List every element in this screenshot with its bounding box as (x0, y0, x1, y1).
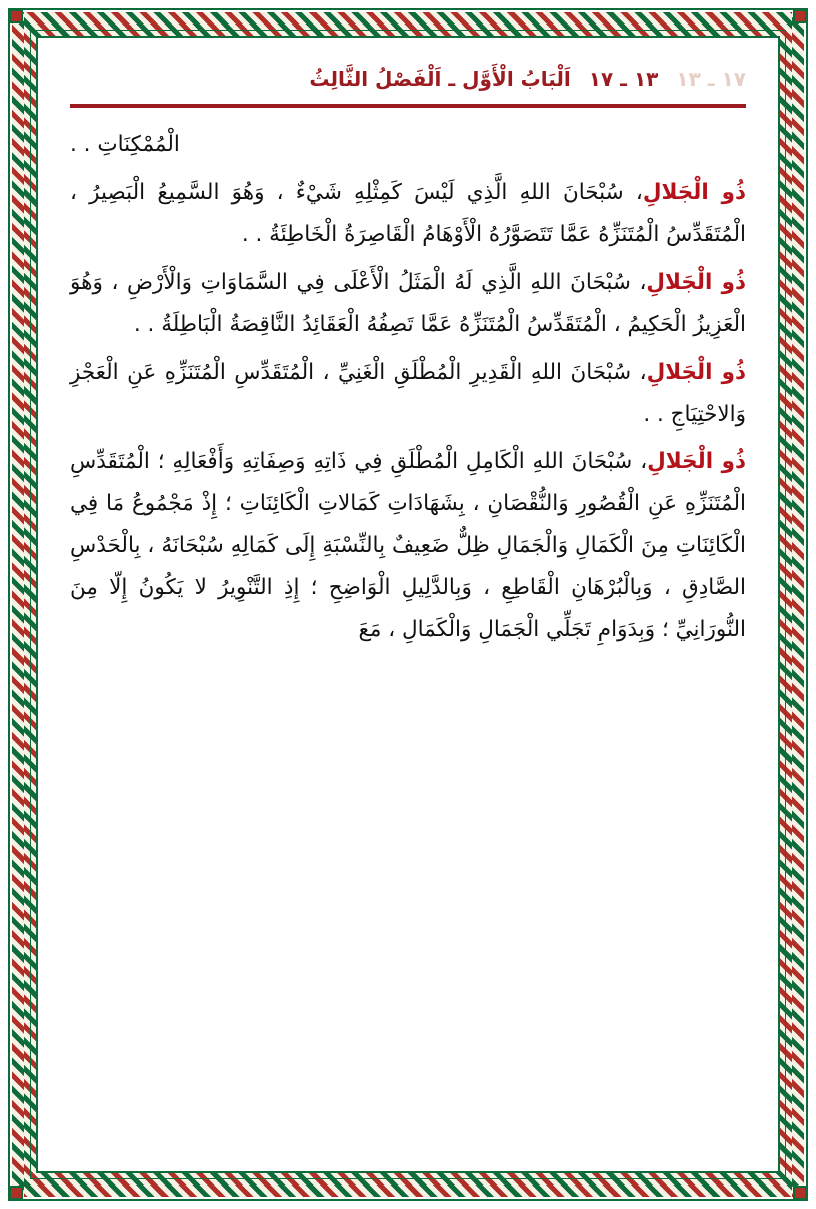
paragraph-text: الْمُمْكِنَاتِ . . (70, 132, 180, 157)
header-rule (70, 104, 746, 108)
chapter-title: اَلْبَابُ الْأَوَّل ـ اَلْفَصْلُ الثَّالِثُ (309, 67, 571, 91)
paragraph-lead: ذُو الْجَلالِ (642, 179, 746, 205)
paragraph (70, 124, 746, 166)
paragraph-text: ، سُبْحَانَ اللهِ الَّذِي لَيْسَ كَمِثْلِهِ شَيْءٌ ، وَهُوَ السَّمِيعُ الْبَصِيرُ ، الْمُتَقَدِّسُ الْمُتَنَزِّهُ عَمَّا تَتَصَوَّرُهُ الْأَوْهَامُ الْقَاصِرَةُ الْخَاطِئَةُ . . (70, 179, 746, 247)
page-number-watermark: ١٧ ـ ١٣ (676, 67, 746, 91)
corner-ornament-top-right (793, 9, 807, 23)
corner-ornament-top-left (9, 9, 23, 23)
page-header (70, 64, 746, 94)
paragraph-lead: ذُو الْجَلالِ (647, 449, 746, 475)
body-text (70, 124, 746, 651)
paragraph (70, 262, 746, 346)
paragraph-text: ، سُبْحَانَ اللهِ الْكَامِلِ الْمُطْلَقِ فِي ذَاتِهِ وَصِفَاتِهِ وَأَفْعَالِهِ ؛ الْمُتَقَدِّسِ الْمُتَنَزِّهِ عَنِ الْقُصُورِ وَالنُّقْصَانِ ، بِشَهَادَاتِ كَمَالاتِ الْكَائِنَاتِ ؛ إِذْ مَجْمُوعُ مَا فِي الْكَائِنَاتِ مِنَ الْكَمَالِ وَالْجَمَالِ ظِلٌّ ضَعِيفٌ بِالنِّسْبَةِ إِلَى كَمَالِهِ سُبْحَانَهُ ، بِالْحَدْسِ الصَّادِقِ ، وَبِالْبُرْهَانِ الْقَاطِعِ ، وَبِالدَّلِيلِ الْوَاضِحِ ؛ إِذِ التَّنْوِيرُ لا يَكُونُ إِلّا مِنَ النُّورَانِيِّ ؛ وَبِدَوَامِ تَجَلِّي الْجَمَالِ وَالْكَمَالِ ، مَعَ (70, 449, 746, 643)
paragraph (70, 441, 746, 651)
paragraph-lead: ذُو الْجَلالِ (646, 359, 746, 385)
corner-ornament-bottom-left (9, 1186, 23, 1200)
paragraph (70, 352, 746, 436)
paragraph-text: ، سُبْحَانَ اللهِ الْقَدِيرِ الْمُطْلَقِ الْغَنِيِّ ، الْمُتَقَدِّسِ الْمُتَنَزِّهِ عَنِ الْعَجْزِ وَالاحْتِيَاجِ . . (70, 359, 746, 427)
corner-ornament-bottom-right (793, 1186, 807, 1200)
paragraph-lead: ذُو الْجَلالِ (646, 269, 746, 295)
paragraph-text: ، سُبْحَانَ اللهِ الَّذِي لَهُ الْمَثَلُ الْأَعْلَى فِي السَّمَاوَاتِ وَالْأَرْضِ ، وَهُوَ الْعَزِيزُ الْحَكِيمُ ، الْمُتَقَدِّسُ الْمُتَنَزِّهُ عَمَّا تَصِفُهُ الْعَقَائِدُ النَّاقِصَةُ الْبَاطِلَةُ . . (70, 269, 746, 337)
page-content (48, 46, 768, 1169)
page-number: ١٣ ـ ١٧ (588, 67, 659, 91)
paragraph (70, 172, 746, 256)
